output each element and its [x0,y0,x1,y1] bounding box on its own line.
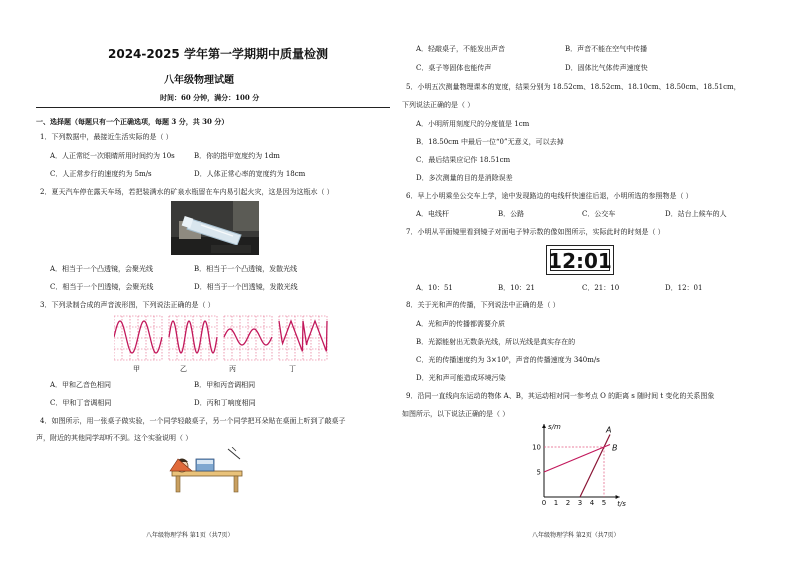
q5-line1: 5．小明五次测量物理课本的宽度，结果分别为 18.52cm、18.52cm、18.10cm、18.50cm、18.51cm， [406,83,741,91]
q1-option-d: D．人体正常心率的宽度约为 18cm [194,170,306,178]
x-tick-4: 4 [589,499,595,507]
q6-option-a: A．电线杆 [416,210,450,218]
q4-option-c: C．桌子等固体也能传声 [416,64,492,72]
q2-option-c: C．相当于一个凹透镜，会聚光线 [50,283,154,291]
waveform-panel-0 [114,316,162,360]
s-t-graph [530,421,640,507]
q1-option-b: B．你的指甲宽度约为 1dm [194,152,280,160]
q4-line1: 4．如图所示，用一张桌子做实验，一个同学轻敲桌子，另一个同学把耳朵贴在桌面上听到了敲桌子 [40,417,346,425]
exam-meta: 时间：60 分钟，满分：100 分 [160,93,260,102]
water-bottle-photo [171,201,259,255]
q1-stem: 1．下列数据中，最接近生活实际的是（ ） [40,133,173,141]
clock-digits: 12:01 [548,249,612,273]
x-tick-5: 5 [601,499,607,507]
waveform-panel-1 [169,316,217,360]
q8-option-b: B．光源能射出无数条光线，所以光线是真实存在的 [416,338,576,346]
exam-subtitle: 八年级物理试题 [164,75,234,86]
y-tick-10: 10 [532,443,541,452]
y-tick-5: 5 [536,468,541,477]
q7-option-b: B．10：21 [498,284,535,292]
q2-option-d: D．相当于一个凹透镜，发散光线 [194,283,298,291]
footer-left: 八年级物理学科 第1页（共7页） [146,532,234,539]
wave-label-ding: 丁 [289,365,296,373]
q8-option-d: D．光和声可能造成环境污染 [416,374,506,382]
digital-clock-figure [546,245,614,275]
q7-stem: 7．小明从平面镜里看到镜子对面电子钟示数的像如图所示，实际此时的时刻是（ ） [406,228,665,236]
q5-option-d: D．多次测量的目的是消除误差 [416,174,513,182]
x-tick-2: 2 [565,499,571,507]
waveform-figure [114,314,334,366]
series-line-A [580,435,610,498]
x-tick-0: 0 [541,499,547,507]
q1-option-a: A．人正常眨一次眼睛所用时间约为 10s [50,152,175,160]
waveform-panel-3 [279,316,327,360]
desk-experiment-illustration [166,447,246,493]
wave-label-yi: 乙 [180,365,187,373]
q5-option-a: A．小明所用刻度尺的分度值是 1cm [416,120,530,128]
q9-line2: 如图所示，以下说法正确的是（ ） [402,410,510,418]
x-tick-3: 3 [577,499,583,507]
q3-option-a: A．甲和乙音色相同 [50,381,112,389]
q6-option-b: B．公路 [498,210,525,218]
q2-stem: 2．夏天汽车停在露天车场，若把装满水的矿泉水瓶留在车内易引起火灾，这是因为这瓶水（ ） [40,188,334,196]
left-column [36,0,390,561]
y-axis-label: s/m [548,423,561,431]
q7-option-a: A．10：51 [416,284,453,292]
waveform-panel-2 [224,316,272,360]
q3-option-c: C．甲和丁音调相同 [50,399,112,407]
series-line-B [544,445,610,473]
x-axis-label: t/s [617,500,626,507]
section-heading: 一、选择题（每题只有一个正确选项，每题 3 分，共 30 分） [36,117,229,126]
q8-option-a: A．光和声的传播都需要介质 [416,320,506,328]
q6-option-d: D．站台上候车的人 [665,210,727,218]
x-tick-1: 1 [553,499,559,507]
q8-option-c: C．光的传播速度约为 3×10⁸，声音的传播速度为 340m/s [416,356,600,364]
q6-stem: 6．早上小明乘坐公交车上学，途中发现路边的电线杆快速往后退，小明所选的参照物是（ ） [406,192,693,200]
wave-label-bing: 丙 [229,365,236,373]
q4-option-a: A．轻敲桌子，不能发出声音 [416,45,506,53]
q3-option-d: D．丙和丁响度相同 [194,399,256,407]
q6-option-c: C．公交车 [582,210,616,218]
wave-label-jia: 甲 [133,365,140,373]
q2-option-a: A．相当于一个凸透镜，会聚光线 [50,265,154,273]
q4-line2: 声，附近的其他同学却听不到。这个实验说明（ ） [36,434,193,442]
q4-option-d: D．固体比气体传声速度快 [565,64,648,72]
q3-option-b: B．甲和丙音调相同 [194,381,256,389]
q7-option-d: D．12：01 [665,284,703,292]
y-axis-arrow [542,424,546,428]
q5-option-b: B．18.50cm 中最后一位“0”无意义，可以去掉 [416,138,564,146]
q5-line2: 下列说法正确的是（ ） [402,101,475,109]
x-axis-arrow [616,495,620,499]
q5-option-c: C．最后结果应记作 18.51cm [416,156,511,164]
series-label-B: B [612,443,618,453]
q3-stem: 3．下列录制合成的声音波形图，下列说法正确的是（ ） [40,301,215,309]
exam-title: 2024-2025 学年第一学期期中质量检测 [108,47,328,61]
series-label-A: A [606,425,612,435]
q7-option-c: C．21：10 [582,284,620,292]
right-column [402,0,762,561]
waveform-curve-3 [279,321,327,351]
header-rule [36,107,390,108]
footer-right: 八年级物理学科 第2页（共7页） [532,532,620,539]
q2-option-b: B．相当于一个凸透镜，发散光线 [194,265,298,273]
q4-option-b: B．声音不能在空气中传播 [565,45,648,53]
q1-option-c: C．人正常步行的速度约为 5m/s [50,170,152,178]
q8-stem: 8．关于光和声的传播，下列说法中正确的是（ ） [406,301,560,309]
q9-line1: 9．沿同一直线向东运动的物体 A、B，其运动相对同一参考点 O 的距离 s 随时间 t 变化的关系图象 [406,392,715,400]
